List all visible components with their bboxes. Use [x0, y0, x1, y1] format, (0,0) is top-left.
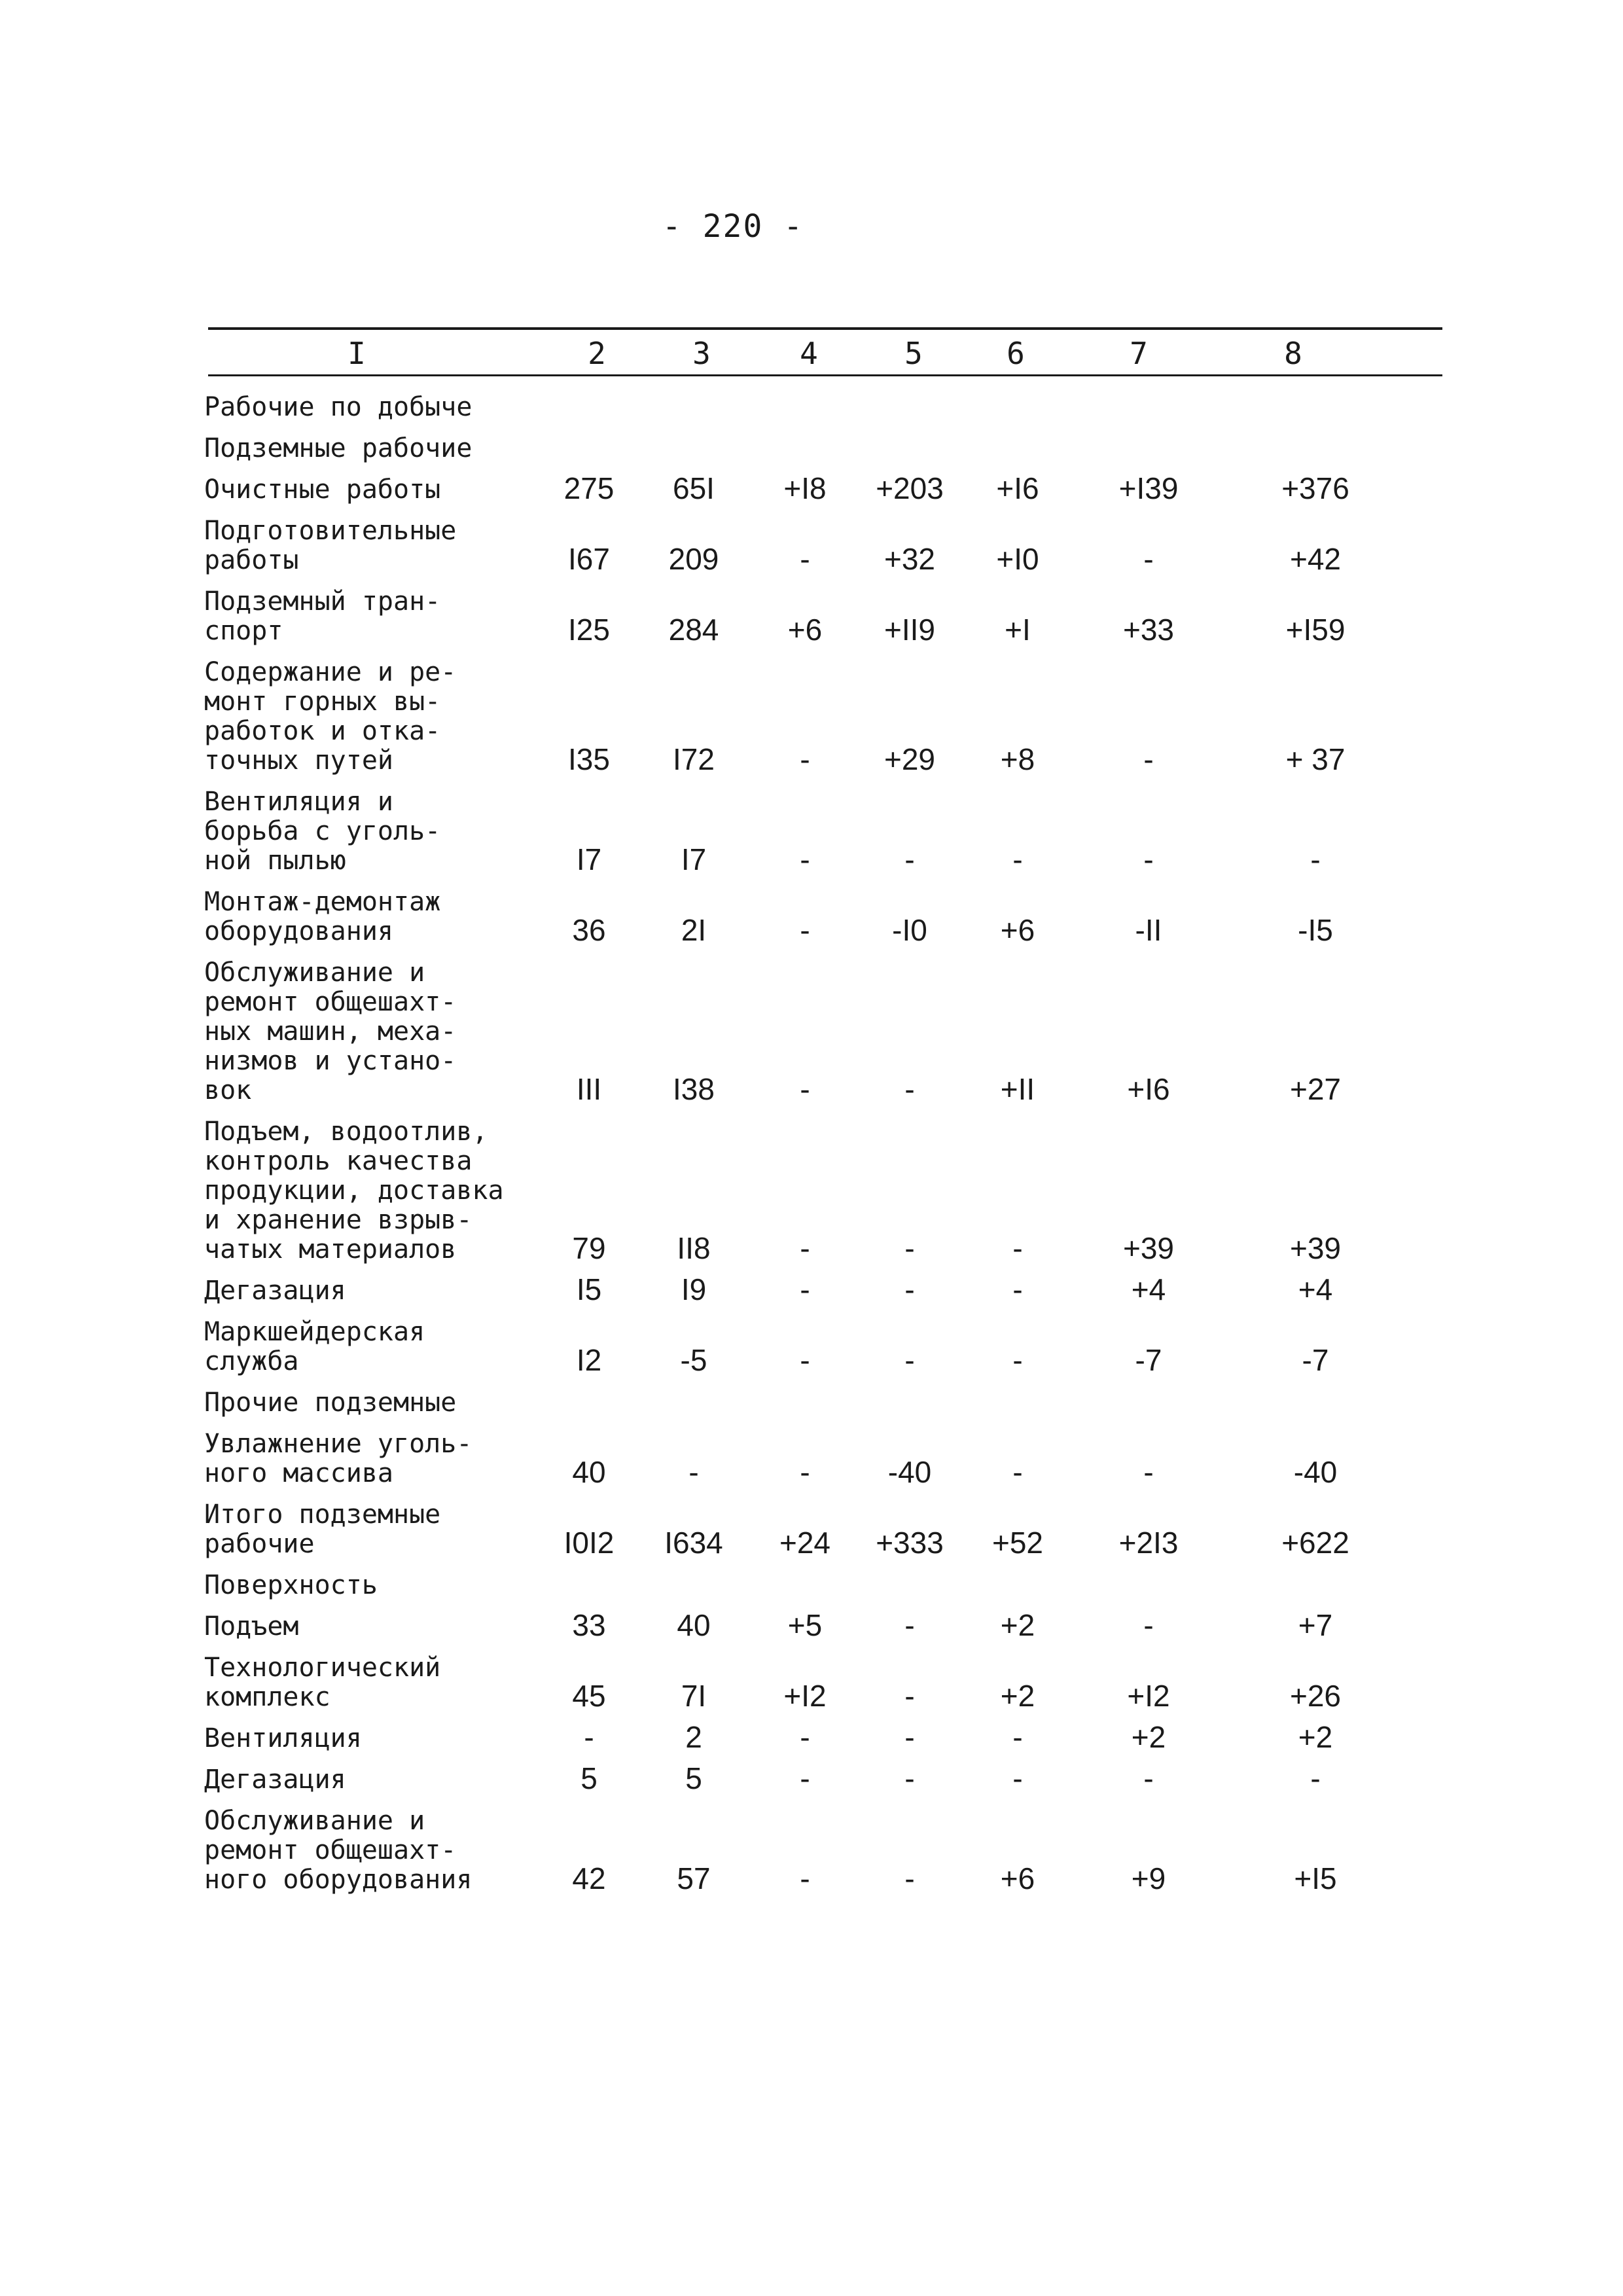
cell-col-2: 40 — [572, 1455, 606, 1489]
cell-col-7: - — [1143, 742, 1154, 776]
cell-col-5: - — [904, 842, 915, 876]
cell-col-8: +39 — [1289, 1231, 1342, 1265]
cell-col-5: - — [904, 1720, 915, 1754]
cell-col-6: - — [1012, 1343, 1023, 1377]
row-label: Поверхность — [204, 1570, 378, 1600]
table-row — [0, 658, 1623, 776]
cell-col-4: - — [800, 742, 810, 776]
cell-col-3: -5 — [680, 1343, 707, 1377]
cell-col-4: +I2 — [783, 1679, 827, 1713]
column-header-6: 6 — [1007, 336, 1025, 371]
cell-col-8: +42 — [1289, 542, 1342, 576]
cell-col-4: +I8 — [783, 471, 827, 505]
cell-col-5: - — [904, 1072, 915, 1106]
cell-col-3: 5 — [685, 1761, 702, 1795]
cell-col-3: 7I — [681, 1679, 707, 1713]
table-row — [0, 1429, 1623, 1488]
table-row — [0, 1653, 1623, 1712]
cell-col-3: 209 — [668, 542, 719, 576]
cell-col-8: -I5 — [1298, 913, 1333, 947]
cell-col-4: - — [800, 1455, 810, 1489]
cell-col-5: - — [904, 1761, 915, 1795]
cell-col-6: +6 — [1000, 913, 1035, 947]
cell-col-3: II8 — [677, 1231, 711, 1265]
cell-col-4: - — [800, 1720, 810, 1754]
row-label: Маркшейдерская служба — [204, 1317, 425, 1376]
cell-col-7: -II — [1135, 913, 1162, 947]
table-row — [0, 1318, 1623, 1376]
page-number: - 220 - — [662, 208, 804, 245]
cell-col-2: I67 — [568, 542, 610, 576]
cell-col-5: -40 — [887, 1455, 932, 1489]
cell-col-3: I7 — [681, 842, 707, 876]
row-label: Подъем — [204, 1611, 299, 1641]
row-label: Вентиляция и борьба с уголь- ной пылью — [204, 787, 441, 876]
cell-col-6: +II — [1000, 1072, 1035, 1106]
cell-col-5: - — [904, 1231, 915, 1265]
row-label: Рабочие по добыче — [204, 392, 473, 422]
cell-col-5: - — [904, 1679, 915, 1713]
cell-col-7: - — [1143, 1761, 1154, 1795]
row-label: Подземный тран- спорт — [204, 586, 441, 646]
column-header-5: 5 — [904, 336, 923, 371]
table-header-row — [0, 334, 1623, 373]
cell-col-6: +I — [1005, 613, 1031, 647]
table-row — [0, 958, 1623, 1105]
cell-col-2: I35 — [568, 742, 610, 776]
cell-col-8: - — [1310, 842, 1321, 876]
cell-col-3: 65I — [673, 471, 715, 505]
cell-col-7: +I39 — [1118, 471, 1179, 505]
cell-col-4: +24 — [779, 1526, 831, 1560]
cell-col-5: +II9 — [883, 613, 935, 647]
cell-col-3: 57 — [677, 1861, 711, 1895]
cell-col-8: +27 — [1289, 1072, 1342, 1106]
table-row — [0, 587, 1623, 646]
table-row — [0, 1117, 1623, 1265]
cell-col-3: I634 — [664, 1526, 723, 1560]
cell-col-2: I5 — [576, 1272, 602, 1306]
cell-col-7: - — [1143, 842, 1154, 876]
row-label: Обслуживание и ремонт общешахт- ного оборудования — [204, 1806, 473, 1895]
cell-col-2: 79 — [572, 1231, 606, 1265]
cell-col-2: 33 — [572, 1608, 606, 1642]
cell-col-6: +52 — [991, 1526, 1044, 1560]
cell-col-2: I7 — [576, 842, 602, 876]
cell-col-8: +2 — [1298, 1720, 1333, 1754]
table-row — [0, 1720, 1623, 1754]
cell-col-7: - — [1143, 1608, 1154, 1642]
cell-col-7: +I6 — [1127, 1072, 1170, 1106]
cell-col-7: +I2 — [1127, 1679, 1170, 1713]
column-header-8: 8 — [1284, 336, 1302, 371]
table-row — [0, 1571, 1623, 1600]
row-label: Итого подземные рабочие — [204, 1499, 441, 1559]
table-row — [0, 516, 1623, 575]
cell-col-7: - — [1143, 542, 1154, 576]
cell-col-6: +I0 — [996, 542, 1039, 576]
cell-col-2: 5 — [580, 1761, 597, 1795]
cell-col-8: +26 — [1289, 1679, 1342, 1713]
cell-col-7: +4 — [1131, 1272, 1166, 1306]
cell-col-8: -40 — [1293, 1455, 1338, 1489]
cell-col-2: 275 — [563, 471, 615, 505]
cell-col-3: I9 — [681, 1272, 707, 1306]
cell-col-8: +4 — [1298, 1272, 1333, 1306]
table-top-rule — [208, 327, 1442, 330]
cell-col-6: +2 — [1000, 1608, 1035, 1642]
cell-col-4: - — [800, 1861, 810, 1895]
cell-col-6: +2 — [1000, 1679, 1035, 1713]
cell-col-2: I2 — [576, 1343, 602, 1377]
column-header-2: 2 — [588, 336, 606, 371]
cell-col-4: - — [800, 1272, 810, 1306]
cell-col-7: -7 — [1135, 1343, 1162, 1377]
cell-col-7: +2 — [1131, 1720, 1166, 1754]
cell-col-5: +333 — [876, 1526, 944, 1560]
cell-col-2: III — [576, 1072, 602, 1106]
cell-col-2: 36 — [572, 913, 606, 947]
cell-col-4: - — [800, 1761, 810, 1795]
row-label: Дегазация — [204, 1276, 346, 1306]
cell-col-2: - — [584, 1720, 594, 1754]
cell-col-3: 284 — [668, 613, 719, 647]
cell-col-7: - — [1143, 1455, 1154, 1489]
cell-col-3: 2I — [681, 913, 707, 947]
cell-col-8: -7 — [1302, 1343, 1329, 1377]
table-row — [0, 1608, 1623, 1642]
cell-col-8: +622 — [1281, 1526, 1349, 1560]
table-row — [0, 1500, 1623, 1559]
cell-col-8: + 37 — [1285, 742, 1346, 776]
cell-col-4: +6 — [787, 613, 823, 647]
table-body — [0, 393, 1623, 1907]
cell-col-5: +32 — [883, 542, 936, 576]
row-label: Вентиляция — [204, 1723, 362, 1753]
cell-col-3: 40 — [677, 1608, 711, 1642]
table-row — [0, 1761, 1623, 1795]
row-label: Дегазация — [204, 1765, 346, 1795]
cell-col-6: - — [1012, 1761, 1023, 1795]
table-row — [0, 787, 1623, 876]
cell-col-4: - — [800, 1231, 810, 1265]
cell-col-6: - — [1012, 1231, 1023, 1265]
cell-col-2: I25 — [568, 613, 610, 647]
cell-col-4: - — [800, 1072, 810, 1106]
cell-col-6: - — [1012, 842, 1023, 876]
table-row — [0, 393, 1623, 422]
column-header-3: 3 — [692, 336, 711, 371]
cell-col-8: +I5 — [1294, 1861, 1337, 1895]
cell-col-2: 42 — [572, 1861, 606, 1895]
table-row — [0, 1388, 1623, 1418]
cell-col-5: - — [904, 1343, 915, 1377]
cell-col-5: +203 — [876, 471, 944, 505]
cell-col-8: +7 — [1298, 1608, 1333, 1642]
cell-col-5: - — [904, 1861, 915, 1895]
cell-col-4: - — [800, 842, 810, 876]
table-row — [0, 888, 1623, 946]
column-header-4: 4 — [800, 336, 818, 371]
cell-col-6: - — [1012, 1720, 1023, 1754]
cell-col-8: +376 — [1281, 471, 1349, 505]
row-label: Содержание и ре- монт горных вы- работок и отка- точных путей — [204, 657, 457, 776]
cell-col-7: +2I3 — [1118, 1526, 1179, 1560]
cell-col-7: +9 — [1131, 1861, 1166, 1895]
row-label: Подъем, водоотлив, контроль качества продукции, доставка и хранение взрыв- чатых материалов — [204, 1117, 504, 1265]
cell-col-6: - — [1012, 1272, 1023, 1306]
table-row — [0, 434, 1623, 463]
cell-col-3: I38 — [673, 1072, 715, 1106]
cell-col-7: +39 — [1122, 1231, 1175, 1265]
cell-col-6: - — [1012, 1455, 1023, 1489]
cell-col-3: I72 — [673, 742, 715, 776]
cell-col-8: +I59 — [1285, 613, 1346, 647]
row-label: Очистные работы — [204, 475, 441, 505]
row-label: Увлажнение уголь- ного массива — [204, 1429, 473, 1488]
cell-col-5: +29 — [883, 742, 936, 776]
cell-col-3: - — [688, 1455, 699, 1489]
table-header-rule — [208, 374, 1442, 376]
cell-col-6: +6 — [1000, 1861, 1035, 1895]
cell-col-5: -I0 — [892, 913, 927, 947]
cell-col-2: I0I2 — [563, 1526, 615, 1560]
row-label: Подземные рабочие — [204, 433, 473, 463]
cell-col-7: +33 — [1122, 613, 1175, 647]
column-header-1: I — [348, 336, 366, 371]
cell-col-4: - — [800, 913, 810, 947]
cell-col-5: - — [904, 1272, 915, 1306]
row-label: Монтаж-демонтаж оборудования — [204, 887, 441, 946]
table-row — [0, 471, 1623, 505]
cell-col-2: 45 — [572, 1679, 606, 1713]
table-row — [0, 1272, 1623, 1306]
cell-col-6: +8 — [1000, 742, 1035, 776]
row-label: Обслуживание и ремонт общешахт- ных машин, меха- низмов и устано- вок — [204, 958, 457, 1105]
cell-col-4: +5 — [787, 1608, 823, 1642]
table-row — [0, 1806, 1623, 1895]
row-label: Подготовительные работы — [204, 516, 457, 575]
cell-col-5: - — [904, 1608, 915, 1642]
cell-col-8: - — [1310, 1761, 1321, 1795]
row-label: Технологический комплекс — [204, 1653, 441, 1712]
cell-col-3: 2 — [685, 1720, 702, 1754]
column-header-7: 7 — [1130, 336, 1148, 371]
cell-col-6: +I6 — [996, 471, 1039, 505]
row-label: Прочие подземные — [204, 1388, 457, 1418]
cell-col-4: - — [800, 1343, 810, 1377]
cell-col-4: - — [800, 542, 810, 576]
